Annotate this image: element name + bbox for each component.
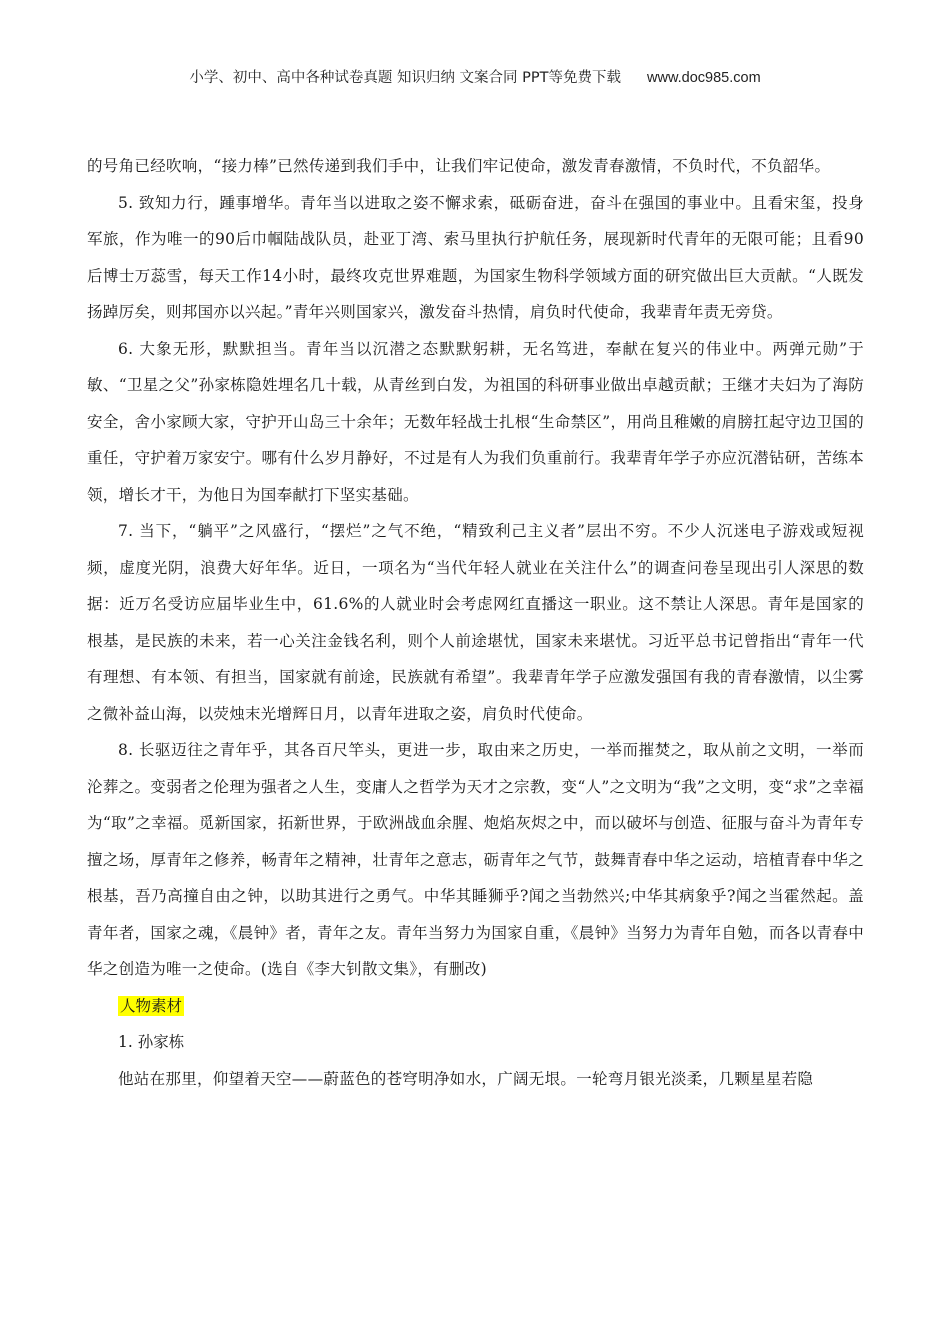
section-title-highlight: 人物素材 [120, 996, 183, 1015]
paragraph-continuation: 的号角已经吹响，“接力棒”已然传递到我们手中，让我们牢记使命，激发青春激情，不负时代，不负韶华。 [87, 157, 831, 175]
paragraph-sun-jiadong: 他站在那里，仰望着天空——蔚蓝色的苍穹明净如水，广阔无垠。一轮弯月银光淡柔，几颗星星若隐 [118, 1069, 814, 1088]
subsection-title: 1. 孙家栋 [118, 1033, 185, 1051]
document-body [87, 148, 864, 1097]
paragraph-6: 6. 大象无形，默默担当。青年当以沉潜之态默默躬耕，无名笃进，奉献在复兴的伟业中。两弹元勋”于敏、“卫星之父”孙家栋隐姓埋名几十载，从青丝到白发，为祖国的科研事业做出卓越贡献；王继才夫妇为了海防安全，舍小家顾大家，守护开山岛三十余年；无数年轻战士扎根“生命禁区”，用尚且稚嫩的肩膀扛起守边卫国的重任，守护着万家安宁。哪有什么岁月静好，不过是有人为我们负重前行。我辈青年学子亦应沉潜钻研，苦练本领，增长才干，为他日为国奉献打下坚实基础。 [87, 339, 864, 504]
header-text: 小学、初中、高中各种试卷真题 知识归纳 文案合同 PPT等免费下载 [189, 70, 622, 86]
paragraph-7: 7. 当下，“躺平”之风盛行，“摆烂”之气不绝，“精致利己主义者”层出不穷。不少人沉迷电子游戏或短视频，虚度光阴，浪费大好年华。近日，一项名为“当代年轻人就业在关注什么”的调查问卷呈现出引人深思的数据：近万名受访应届毕业生中，61.6%的人就业时会考虑网红直播这一职业。这不禁让人深思。青年是国家的根基，是民族的未来，若一心关注金钱名利，则个人前途堪忧，国家未来堪忧。习近平总书记曾指出“青年一代有理想、有本领、有担当，国家就有前途，民族就有希望”。我辈青年学子应激发强国有我的青春激情，以尘雾之微补益山海，以荧烛末光增辉日月，以青年进取之姿，肩负时代使命。 [87, 522, 864, 723]
paragraph-5: 5. 致知力行，踵事增华。青年当以进取之姿不懈求索，砥砺奋进，奋斗在强国的事业中。且看宋玺，投身军旅，作为唯一的90后巾帼陆战队员，赴亚丁湾、索马里执行护航任务，展现新时代青年的无限可能；且看90后博士万蕊雪，每天工作14小时，最终攻克世界难题，为国家生物科学领域方面的研究做出巨大贡献。“人既发扬踔厉矣，则邦国亦以兴起。”青年兴则国家兴，激发奋斗热情，肩负时代使命，我辈青年责无旁贷。 [87, 193, 864, 321]
section-title [87, 988, 864, 1025]
page-header [0, 66, 950, 87]
header-site-link[interactable]: www.doc985.com [647, 70, 761, 86]
paragraph-8: 8. 长驱迈往之青年乎，其各百尺竿头，更进一步，取由来之历史，一举而摧焚之，取从前之文明，一举而沦葬之。变弱者之伦理为强者之人生，变庸人之哲学为天才之宗教，变“人”之文明为“我”之文明，变“求”之幸福为“取”之幸福。觅新国家，拓新世界，于欧洲战血余腥、炮焰灰烬之中，而以破坏与创造、征服与奋斗为青年专擅之场，厚青年之修养，畅青年之精神，壮青年之意志，砺青年之气节，鼓舞青春中华之运动，培植青春中华之根基，吾乃高撞自由之钟，以助其进行之勇气。中华其睡狮乎?闻之当勃然兴;中华其病象乎?闻之当霍然起。盖青年者，国家之魂，《晨钟》者，青年之友。青年当努力为国家自重，《晨钟》当努力为青年自勉，而各以青春中华之创造为唯一之使命。(选自《李大钊散文集》，有删改) [87, 741, 864, 978]
